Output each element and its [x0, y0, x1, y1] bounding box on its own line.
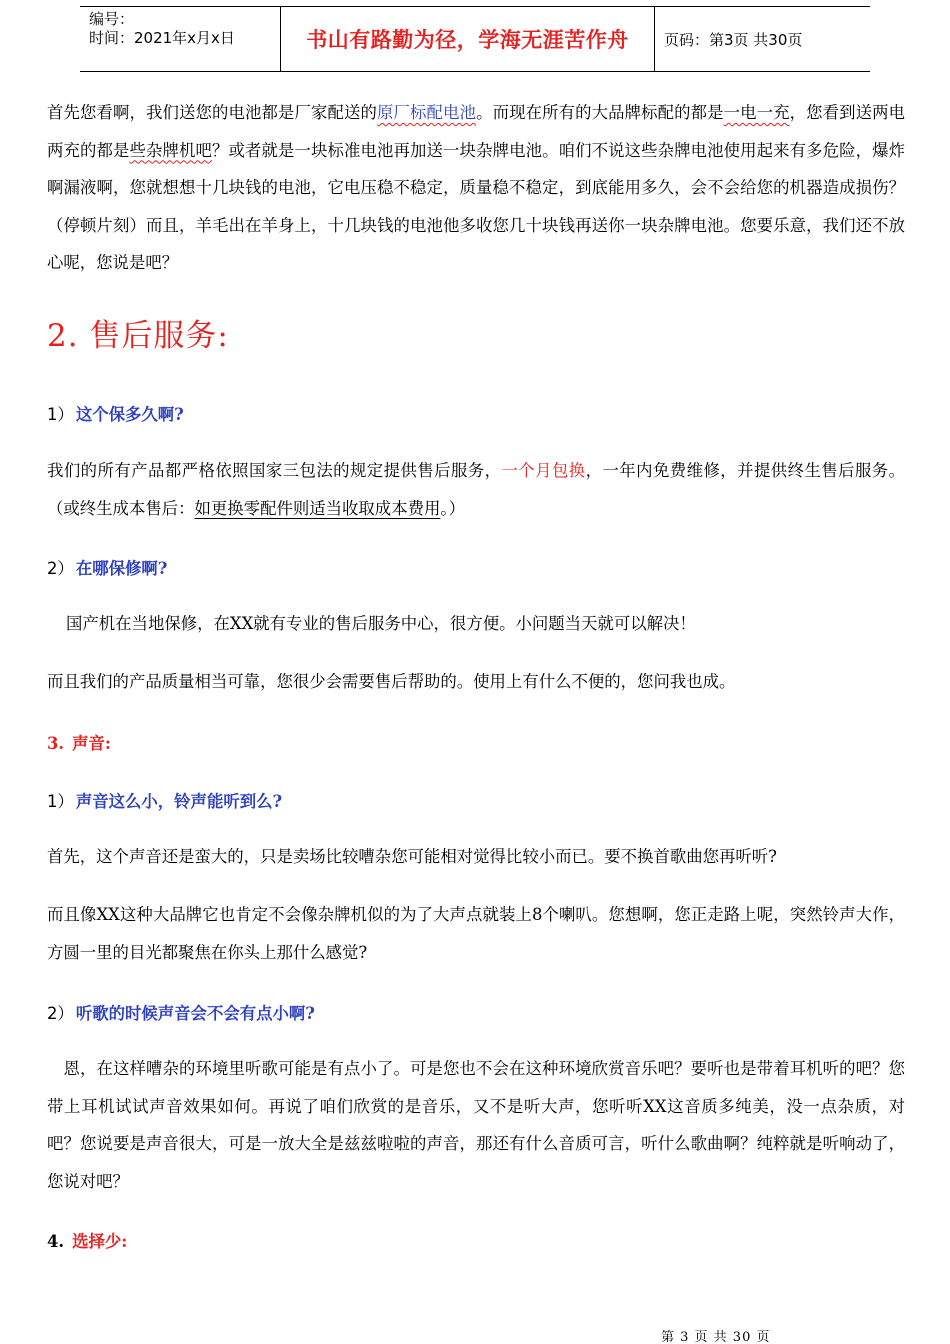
- section-2-title: 2. 售后服务:: [47, 318, 229, 354]
- question-music-volume: [47, 1000, 315, 1024]
- header-motto: 书山有路勤为径，学海无涯苦作舟: [281, 7, 655, 71]
- page-footer: 第 3 页 共 30 页: [661, 1330, 771, 1344]
- section-title-text: 选择少:: [72, 1232, 128, 1251]
- question-warranty: [47, 401, 184, 425]
- question-text: 听歌的时候声音会不会有点小啊?: [75, 1004, 315, 1023]
- battery-link[interactable]: 原厂标配电池: [377, 103, 477, 122]
- intro-text: ，您看到送两电两充的都是: [47, 103, 906, 160]
- question-number: 1）: [47, 792, 74, 811]
- intro-wavy-text: 一电一充: [723, 103, 790, 122]
- section-title-text: 声音:: [72, 734, 111, 753]
- page-header: [80, 6, 870, 72]
- answer-music-volume: 恩，在这样嘈杂的环境里听歌可能是有点小了。可是您也不会在这种环境欣赏音乐吧？要听也是带着耳机听的吧？您带上耳机试试声音效果如何。再说了咱们欣赏的是音乐，又不是听大声，您听听XX这音质多纯美，没一点杂质，对吧？您说要是声音很大，可是一放大全是兹兹啦啦的声音，那还有什么音质可言，听什么歌曲啊？纯粹就是听响动了，您说对吧？: [47, 1059, 905, 1191]
- answer-repair-line-1: 国产机在当地保修，在XX就有专业的售后服务中心，很方便。小问题当天就可以解决！: [66, 614, 696, 633]
- intro-text: 。而现在所有的大品牌标配的都是: [476, 103, 724, 122]
- question-number: 1）: [47, 405, 74, 424]
- intro-text: ？或者就是一块标准电池再加送一块杂牌电池。咱们不说这些杂牌电池使用起来有多危险，爆炸啊漏液啊，您就想想十几块钱的电池，它电压稳不稳定，质量稳不稳定，到底能用多久，会不会给您的机器造成损伤？（停顿片刻）而且，羊毛出在羊身上，十几块钱的电池他多收您几十块钱再送你一块杂牌电池。您要乐意，我们还不放心呢，您说是吧？: [47, 140, 906, 272]
- section-number: 4.: [47, 1232, 65, 1251]
- header-page-label: 页码：第3页 共30页: [664, 30, 803, 49]
- answer-repair-line-2: 而且我们的产品质量相当可靠，您很少会需要售后帮助的。使用上有什么不便的，您问我也成。: [47, 672, 736, 691]
- highlight-text: 一个月包换: [501, 461, 586, 480]
- answer-text: 我们的所有产品都严格依照国家三包法的规定提供售后服务，: [47, 461, 502, 480]
- section-3-title: [47, 730, 111, 754]
- header-meta: [80, 7, 281, 71]
- section-number: 3.: [47, 734, 65, 753]
- question-text: 声音这么小，铃声能听到么?: [75, 792, 283, 811]
- question-text: 这个保多久啊?: [75, 405, 184, 424]
- intro-paragraph: [47, 94, 905, 282]
- answer-ringtone-p2: 而且像XX这种大品牌它也肯定不会像杂牌机似的为了大声点就装上8个喇叭。您想啊，您正走路上呢，突然铃声大作，方圆一里的目光都聚焦在你头上那什么感觉?: [47, 905, 905, 962]
- question-text: 在哪保修啊?: [75, 559, 168, 578]
- serial-label: 编号：: [89, 10, 135, 28]
- time-label: 时间：2021年x月x日: [89, 29, 235, 47]
- underlined-text: 如更换零配件则适当收取成本费用: [194, 498, 441, 518]
- answer-warranty: [47, 452, 905, 527]
- intro-text: 首先您看啊，我们送您的电池都是厂家配送的: [47, 103, 378, 122]
- question-number: 2）: [47, 559, 74, 578]
- question-repair-location: [47, 555, 167, 579]
- intro-wavy-text: 些杂牌机吧: [129, 140, 213, 160]
- question-number: 2）: [47, 1004, 74, 1023]
- answer-ringtone-p1: 首先，这个声音还是蛮大的，只是卖场比较嘈杂您可能相对觉得比较小而已。要不换首歌曲您再听听?: [47, 847, 777, 866]
- question-ringtone: [47, 788, 282, 812]
- answer-text: ，一年内免费维修，并提供终生售后服务。（或终生成本售后：: [47, 461, 906, 518]
- section-4-title: [47, 1228, 127, 1252]
- answer-text: 。）: [440, 498, 465, 518]
